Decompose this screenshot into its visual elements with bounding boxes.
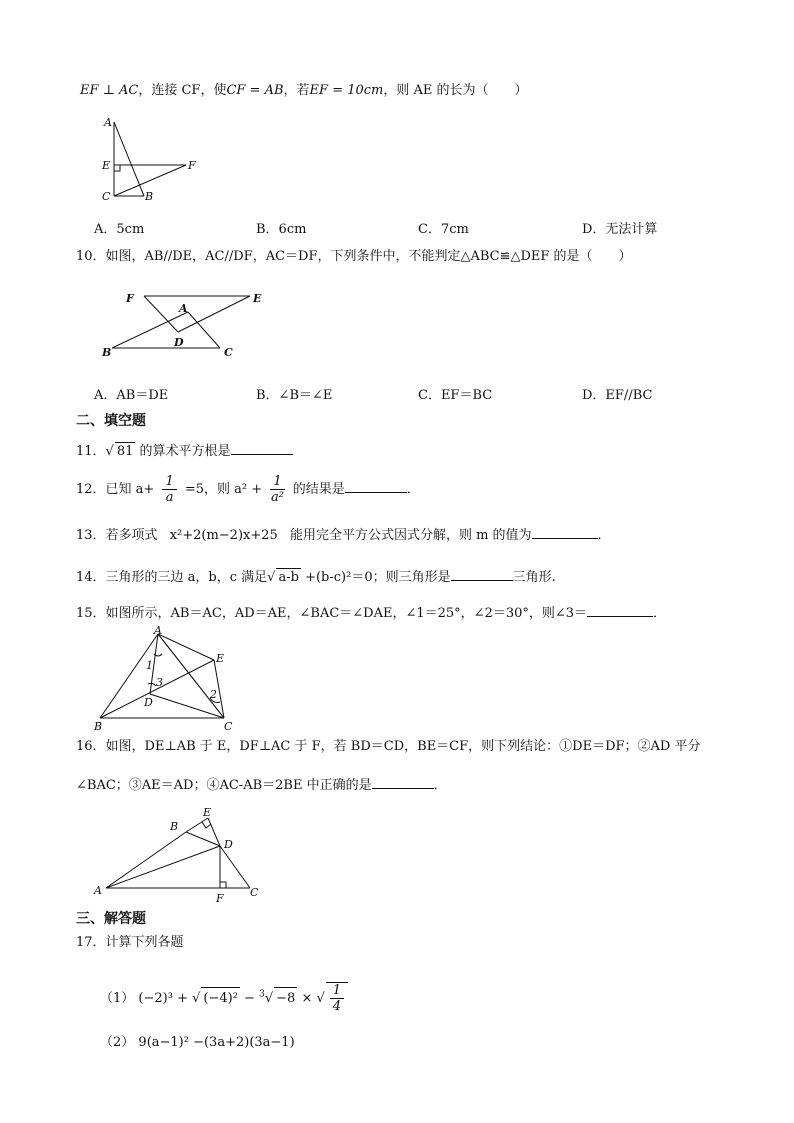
q15-line — [76, 602, 666, 623]
q17-part-1-minus: − — [244, 991, 255, 1006]
q9-option-b[interactable]: B．6cm — [256, 222, 307, 237]
q13-text: 能用完全平方公式因式分解，则 m 的值为 — [289, 528, 532, 543]
q10-label-a: A — [179, 302, 188, 315]
q9-text1: ，连接 CF，使 — [138, 83, 227, 98]
q12-prefix: 12．已知 a+ — [76, 482, 155, 497]
q10-label-c: C — [224, 346, 233, 359]
section-2-heading: 二、填空题 — [76, 413, 146, 429]
q11-answer-blank[interactable] — [231, 440, 293, 455]
q16-label-d: D — [224, 838, 233, 851]
q16-label-f: F — [216, 892, 224, 905]
q10-label-b: B — [102, 346, 112, 359]
q15-label-e: E — [216, 652, 225, 665]
q17-part-1: （1） (−2)³ + √ (−4)² − $^3$√ −8 × √ $\frac{1}{4}$ — [100, 982, 348, 1014]
q10-option-b[interactable]: B．∠B＝∠E — [256, 388, 333, 403]
q16-label-a: A — [94, 884, 102, 897]
q9-cond-ef-ac: EF ⊥ AC — [80, 83, 139, 98]
q11-number: 11． — [76, 444, 106, 459]
q15-label-2: 2 — [210, 688, 217, 701]
q10-option-c[interactable]: C．EF＝BC — [418, 388, 493, 403]
q12-answer-blank[interactable] — [345, 478, 407, 493]
q9-label-b: B — [145, 190, 154, 203]
section-3-heading: 三、解答题 — [76, 911, 146, 927]
q10-option-d[interactable]: D．EF//BC — [582, 388, 653, 403]
q10-figure — [98, 288, 268, 360]
q13-end: ． — [597, 528, 611, 543]
q17-part-1-label: （1） — [100, 991, 135, 1006]
q13-answer-blank[interactable] — [532, 524, 598, 539]
q9-cond-cf-ab: CF = AB — [226, 83, 284, 98]
q14-answer-blank[interactable] — [451, 566, 513, 581]
q12-fraction-1: $\frac{1}{a}$ — [162, 474, 176, 505]
q17-part-1-root-index: 3 — [259, 989, 265, 1000]
q15-label-d: D — [144, 696, 153, 709]
q9-text3: ，则 AE 的长为（ ） — [383, 83, 528, 98]
q17-part-2-expression: 9(a−1)² −(3a+2)(3a−1) — [138, 1035, 295, 1050]
q15-answer-blank[interactable] — [587, 602, 653, 617]
q11-text: 的算术平方根是 — [139, 444, 231, 459]
q11-line: 11．√ 81 的算术平方根是 — [76, 440, 293, 461]
q15-stem: 15．如图所示，AB＝AC，AD＝AE，∠BAC＝∠DAE，∠1＝25°，∠2＝30°，则∠3＝ — [76, 606, 588, 621]
q16-label-e: E — [203, 806, 212, 819]
q13-line — [76, 524, 611, 545]
q16-label-c: C — [250, 886, 259, 899]
q16-line-2-text: ∠BAC；③AE＝AD；④AC-AB＝2BE 中正确的是 — [76, 778, 372, 793]
q16-line-1: 16．如图，DE⊥AB 于 E，DF⊥AC 于 F，若 BD＝CD，BE＝CF，则下列结论：①DE＝DF；②AD 平分 — [76, 739, 701, 754]
q12-fraction-2: $\frac{1}{\text{a²}}$ — [270, 474, 284, 505]
q9-stem-line — [80, 82, 528, 100]
q17-part-2 — [100, 1034, 295, 1052]
q15-figure — [88, 624, 248, 734]
q9-label-a: A — [104, 116, 112, 129]
q16-label-b: B — [170, 820, 179, 833]
q14-prefix: 14．三角形的三边 a，b，c 满足 — [76, 570, 268, 585]
q17-part-1-radicand-2: −8 — [274, 987, 297, 1010]
q14-radicand: a-b — [278, 570, 299, 585]
q10-label-f: F — [126, 292, 134, 305]
q9-label-f: F — [188, 159, 196, 172]
q10-label-d: D — [174, 336, 184, 349]
q15-label-b: B — [94, 720, 103, 733]
q16-end: ． — [433, 778, 447, 793]
q17-part-2-label: （2） — [100, 1035, 135, 1050]
q16-figure — [90, 804, 270, 908]
q10-option-a[interactable]: A．AB＝DE — [94, 388, 169, 403]
q12-line — [76, 474, 420, 505]
q12-end: ． — [406, 482, 420, 497]
q15-label-3: 3 — [156, 676, 163, 689]
q12-mid: =5，则 a² + — [184, 482, 263, 497]
q15-label-c: C — [224, 720, 233, 733]
q9-label-e: E — [102, 159, 111, 172]
q9-option-c[interactable]: C．7cm — [418, 222, 469, 237]
q9-text2: ，若 — [283, 83, 310, 98]
q12-text: 的结果是 — [292, 482, 345, 497]
q11-radicand: 81 — [116, 444, 134, 459]
q14-mid: +(b-c)²＝0；则三角形是 — [305, 570, 451, 585]
q9-option-a[interactable]: A．5cm — [94, 222, 145, 237]
q10-label-e: E — [253, 292, 262, 305]
q9-option-d[interactable]: D．无法计算 — [582, 222, 658, 237]
q17-part-1-radicand-3: $\frac{1}{4}$ — [326, 982, 348, 1014]
q17-part-1-term-a: (−2)³ + — [138, 991, 188, 1006]
q17-stem: 17．计算下列各题 — [76, 935, 184, 950]
q15-label-1: 1 — [146, 659, 153, 672]
q14-end: 三角形. — [512, 570, 556, 585]
q16-line-2 — [76, 774, 447, 795]
q17-part-1-times: × — [301, 991, 313, 1006]
q15-label-a: A — [154, 624, 162, 637]
q17-part-1-radicand-1: (−4)² — [201, 987, 240, 1010]
q9-cond-ef: EF = 10cm — [309, 83, 384, 98]
q13-prefix: 13．若多项式 — [76, 528, 158, 543]
q9-figure — [96, 112, 206, 204]
q16-answer-blank[interactable] — [372, 774, 434, 789]
q9-label-c: C — [102, 190, 111, 203]
q13-polynomial: x²+2(m−2)x+25 — [169, 528, 278, 543]
q14-line: 14．三角形的三边 a，b，c 满足√ a-b +(b-c)²＝0；则三角形是 三角形. — [76, 566, 556, 587]
q10-stem: 10．如图，AB//DE，AC//DF，AC＝DF，下列条件中，不能判定△ABC≌△DEF 的是（ ） — [76, 249, 632, 264]
q15-end: ． — [653, 606, 667, 621]
